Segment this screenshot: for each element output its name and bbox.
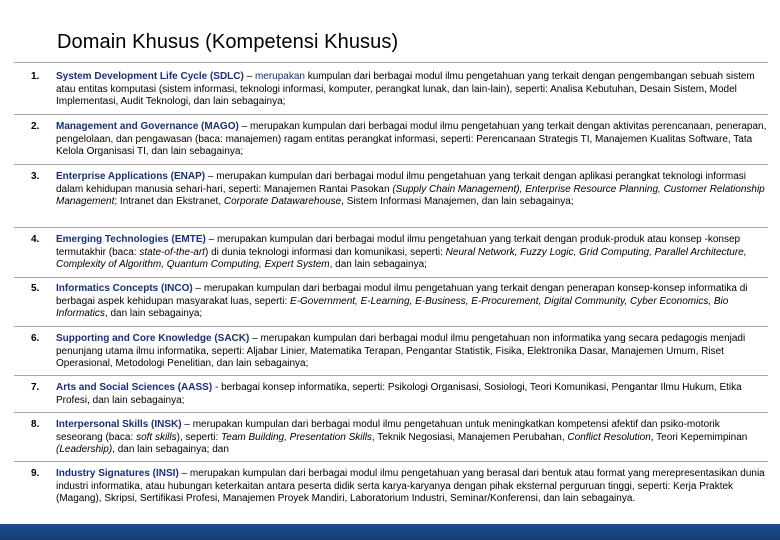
item-name: Arts and Social Sciences (AASS) <box>56 382 213 393</box>
item-italic: (Supply Chain Management), Enterprise Resource Planning, Customer Relationship Management <box>56 183 765 208</box>
item-italic: (Leadership) <box>56 444 113 456</box>
item-number: 6. <box>31 333 40 344</box>
item-text <box>56 283 768 321</box>
item-number: 2. <box>31 121 40 132</box>
item-italic: soft skills <box>136 431 177 443</box>
item-italic: Neural Network, Fuzzy Logic, Grid Computing, Parallel Architecture, Complexity of Algorithm, Quantum Computing, Expert System <box>56 246 747 271</box>
item-name: Emerging Technologies (EMTE) <box>56 234 206 245</box>
item-separator: – <box>249 333 261 344</box>
item-separator: – <box>205 234 217 245</box>
divider <box>14 461 768 462</box>
divider <box>14 277 768 278</box>
item-italic: Team Building, Presentation Skills <box>221 431 372 443</box>
item-italic: E-Government, E-Learning, E-Business, E-Procurement, Digital Community, Cyber Economics, Bio Informatics <box>56 295 729 320</box>
footer-bar <box>0 524 780 540</box>
item-body: , dan lain sebagainya; <box>104 308 203 320</box>
divider <box>14 164 768 165</box>
item-number: 9. <box>31 468 40 479</box>
item-body: merupakan kumpulan dari berbagai modul ilmu pengetahuan yang terkait dengan aplikasi perangkat teknologi informasi dalam kehidupan manusia sehari-hari, seperti: Manajemen Rantai Pasokan <box>56 171 747 195</box>
item-italic: state-of-the-art <box>139 246 205 258</box>
item-number: 4. <box>31 234 40 245</box>
item-body: merupakan kumpulan dari berbagai modul ilmu pengetahuan yang terkait dengan penerapan konsep-konsep informatika di berbagai aspek kehidupan masyarakat luas, seperti: <box>56 283 748 307</box>
item-body: merupakan kumpulan dari berbagai modul ilmu pengetahuan yang terkait dengan produk-produk atau konsep -konsep termutakhir (baca: <box>56 234 741 258</box>
item-lead: merupakan <box>254 71 305 82</box>
item-body: merupakan kumpulan dari berbagai modul ilmu pengetahuan yang berasal dari bentuk atau format yang merepresentasikan dunia industri informatika, atau hubungan keterkaitan antara peserta didik serta karya-karyanya dengan pihak eksternal perguruan tinggi, seperti: Kerja Praktek (Magang), Skripsi, Sertifikasi Profesi, Manajemen Proyek Mandiri, Laboratorium Industri, Seminar/Konferensi, dan lain sebagainya. <box>56 468 765 505</box>
item-body: merupakan kumpulan dari berbagai modul ilmu pengetahuan untuk meningkatkan kompetensi afektif dan psiko-motorik seseorang (baca: <box>56 419 720 443</box>
item-body: ; Intranet dan Ekstranet, <box>114 196 224 208</box>
item-name: System Development Life Cycle (SDLC) <box>56 71 244 82</box>
item-text <box>56 468 768 506</box>
item-body: , Teknik Negosiasi, Manajemen Perubahan, <box>371 431 568 443</box>
item-number: 8. <box>31 419 40 430</box>
item-italic: Conflict Resolution <box>567 431 651 443</box>
divider <box>14 375 768 376</box>
item-number: 7. <box>31 382 40 393</box>
item-text <box>56 121 768 159</box>
item-name: Informatics Concepts (INCO) <box>56 283 193 294</box>
item-number: 1. <box>31 71 40 82</box>
item-separator: – <box>238 121 250 132</box>
item-text <box>56 333 768 371</box>
item-text <box>56 419 768 457</box>
item-body: ) di dunia teknologi informasi dan komunikasi, seperti: <box>204 246 446 258</box>
item-separator: – <box>205 171 217 182</box>
item-number: 3. <box>31 171 40 182</box>
page-title: Domain Khusus (Kompetensi Khusus) <box>57 31 399 53</box>
divider <box>14 412 768 413</box>
item-number: 5. <box>31 283 40 294</box>
item-body: , Sistem Informasi Manajemen, dan lain sebagainya; <box>341 196 574 208</box>
item-name: Enterprise Applications (ENAP) <box>56 171 206 182</box>
item-separator: – <box>178 468 190 479</box>
item-body: ), seperti: <box>176 431 222 443</box>
item-text <box>56 382 768 407</box>
item-text <box>56 234 768 272</box>
item-body: , dan lain sebagainya; <box>329 259 427 271</box>
item-body: kumpulan dari berbagai modul ilmu pengetahuan yang terkait dengan pengembangan sebuah sistem atau entitas komputasi (sistem informasi, teknologi informasi, komputer, perangkat lunak, dan lain-lain), seperti: Analisa Kebutuhan, Desain Sistem, Model Implementasi, Audit Teknologi, dan lain sebagainya; <box>56 71 755 108</box>
item-body: merupakan kumpulan dari berbagai modul ilmu pengetahuan yang terkait dengan aktivitas perencanaan, penerapan, pengelolaan, dan pengawasan (baca: manajemen) ragam entitas perangkat informasi, seperti: Perencanaan Strategis TI, Manajemen Kualitas Software, Tata Kelola Organisasi TI, dan lain sebagainya; <box>56 121 767 158</box>
item-separator: – <box>243 71 255 82</box>
divider <box>14 62 768 63</box>
item-name: Interpersonal Skills (INSK) <box>56 419 182 430</box>
item-body: merupakan kumpulan dari berbagai modul ilmu pengetahuan non informatika yang secara pedagogis menjadi penunjang utama ilmu informatika, seperti: Aljabar Linier, Matematika Terapan, Pengantar Statistik, Fisika, Elektronika Dasar, Manajemen Umum, Riset Operasional, Metodologi Penelitian, dan lain sebagainya; <box>56 333 746 370</box>
item-separator: - <box>212 382 222 393</box>
item-body: , dan lain sebagainya; dan <box>112 444 229 456</box>
divider <box>14 326 768 327</box>
item-italic: Corporate Datawarehouse <box>223 196 342 208</box>
item-name: Management and Governance (MAGO) <box>56 121 239 132</box>
divider <box>14 227 768 228</box>
item-text <box>56 71 768 109</box>
item-name: Supporting and Core Knowledge (SACK) <box>56 333 250 344</box>
divider <box>14 114 768 115</box>
item-body: berbagai konsep informatika, seperti: Psikologi Organisasi, Sosiologi, Teori Komunikasi, Pengantar Ilmu Hukum, Etika Profesi, dan lain sebagainya; <box>56 382 742 406</box>
item-body: , Teori Kepemimpinan <box>650 431 748 443</box>
item-separator: – <box>181 419 193 430</box>
item-separator: – <box>192 283 204 294</box>
item-text <box>56 171 768 209</box>
item-name: Industry Signatures (INSI) <box>56 468 179 479</box>
